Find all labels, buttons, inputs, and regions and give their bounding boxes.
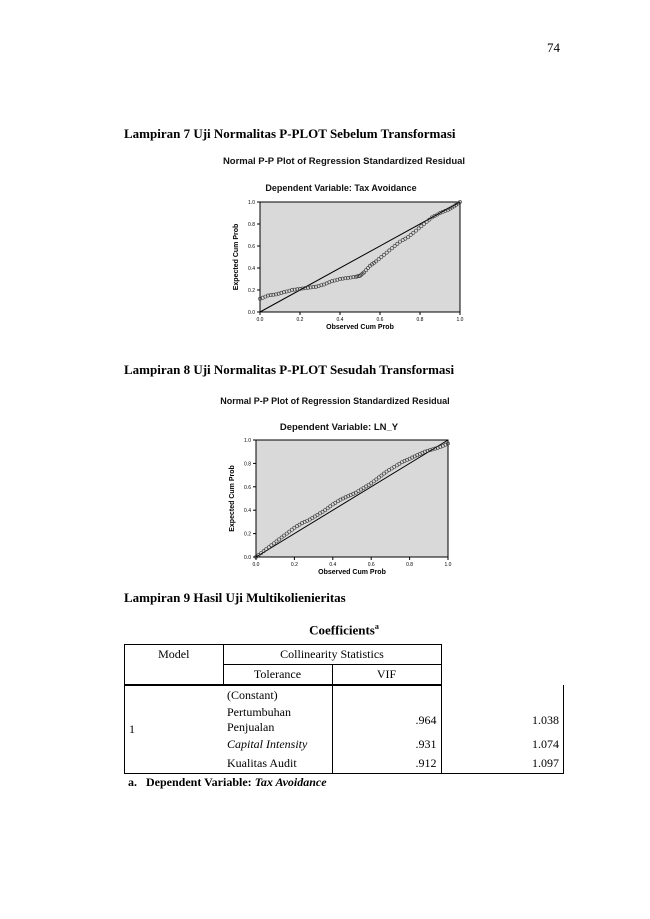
y-tick-label: 0.6	[244, 484, 251, 491]
heading-lampiran-9	[124, 590, 346, 606]
page-number: 74	[547, 40, 560, 55]
y-axis-label: Expected Cum Prob	[233, 223, 240, 291]
y-tick-label: 0.0	[248, 310, 255, 316]
pp-plot-after	[222, 432, 462, 580]
x-tick-label: 0.2	[290, 562, 298, 568]
table-header-row	[125, 645, 564, 665]
row-name: Capital Intensity	[223, 735, 332, 754]
y-tick-label: 0.8	[248, 222, 255, 228]
pp-plot-before	[226, 192, 476, 332]
row-tolerance	[332, 685, 441, 705]
y-axis-label: Expected Cum Prob	[229, 465, 236, 532]
footnote-variable: Tax Avoidance	[254, 775, 327, 789]
row-vif: 1.097	[441, 754, 564, 774]
x-tick-label: 0.4	[329, 562, 337, 568]
header-tolerance: Tolerance	[223, 665, 332, 686]
x-tick-label: 0.8	[406, 562, 414, 568]
x-tick-label: 0.6	[367, 562, 375, 568]
chart2-subtitle: Dependent Variable: LN_Y	[279, 422, 399, 433]
header-vif: VIF	[332, 665, 441, 686]
coefficients-title	[124, 622, 564, 638]
y-tick-label: 0.8	[244, 461, 251, 468]
coefficients-title-sup: a	[374, 622, 379, 631]
x-tick-label: 0.6	[376, 317, 384, 323]
x-tick-label: 0.0	[252, 562, 260, 568]
y-tick-label: 0.6	[248, 244, 255, 250]
footnote-prefix: a. Dependent Variable:	[128, 775, 255, 789]
heading-lampiran-9-text: Lampiran 9 Hasil Uji Multikolienieritas	[124, 590, 346, 605]
y-tick-label: 0.4	[244, 508, 251, 515]
chart2-title: Normal P-P Plot of Regression Standardized Residual	[220, 396, 450, 406]
y-tick-label: 1.0	[244, 438, 251, 444]
x-tick-label: 1.0	[444, 562, 452, 568]
row-name: (Constant)	[223, 685, 332, 705]
row-vif: 1.074	[441, 735, 564, 754]
heading-lampiran-7: Lampiran 7 Uji Normalitas P-PLOT Sebelum Transformasi	[124, 126, 456, 141]
row-vif	[441, 685, 564, 705]
x-axis-label: Observed Cum Prob	[318, 569, 386, 576]
x-tick-label: 0.2	[296, 317, 304, 323]
y-tick-label: 0.0	[244, 555, 251, 561]
table-row	[125, 685, 564, 705]
header-collinearity: Collinearity Statistics	[223, 645, 441, 665]
x-axis-label: Observed Cum Prob	[326, 324, 394, 331]
model-number: 1	[125, 685, 224, 774]
row-tolerance: .912	[332, 754, 441, 774]
header-model: Model	[125, 645, 224, 686]
row-name: Pertumbuhan Penjualan	[223, 705, 332, 735]
table-footnote	[128, 775, 327, 790]
coefficients-title-text: Coefficients	[309, 622, 375, 638]
y-tick-label: 0.4	[248, 266, 255, 272]
y-tick-label: 1.0	[248, 200, 255, 206]
chart1-title: Normal P-P Plot of Regression Standardized Residual	[222, 156, 466, 167]
row-tolerance: .931	[332, 735, 441, 754]
row-name: Kualitas Audit	[223, 754, 332, 774]
chart1-subtitle: Dependent Variable: Tax Avoidance	[265, 183, 417, 193]
y-tick-label: 0.2	[248, 288, 255, 294]
heading-lampiran-8: Lampiran 8 Uji Normalitas P-PLOT Sesudah Transformasi	[124, 362, 455, 377]
y-tick-label: 0.2	[244, 531, 251, 538]
coefficients-table	[124, 644, 564, 774]
x-tick-label: 0.4	[336, 317, 344, 323]
x-tick-label: 0.0	[256, 317, 264, 323]
x-tick-label: 1.0	[456, 317, 464, 323]
x-tick-label: 0.8	[416, 317, 424, 323]
row-vif: 1.038	[441, 705, 564, 735]
row-tolerance: .964	[332, 705, 441, 735]
